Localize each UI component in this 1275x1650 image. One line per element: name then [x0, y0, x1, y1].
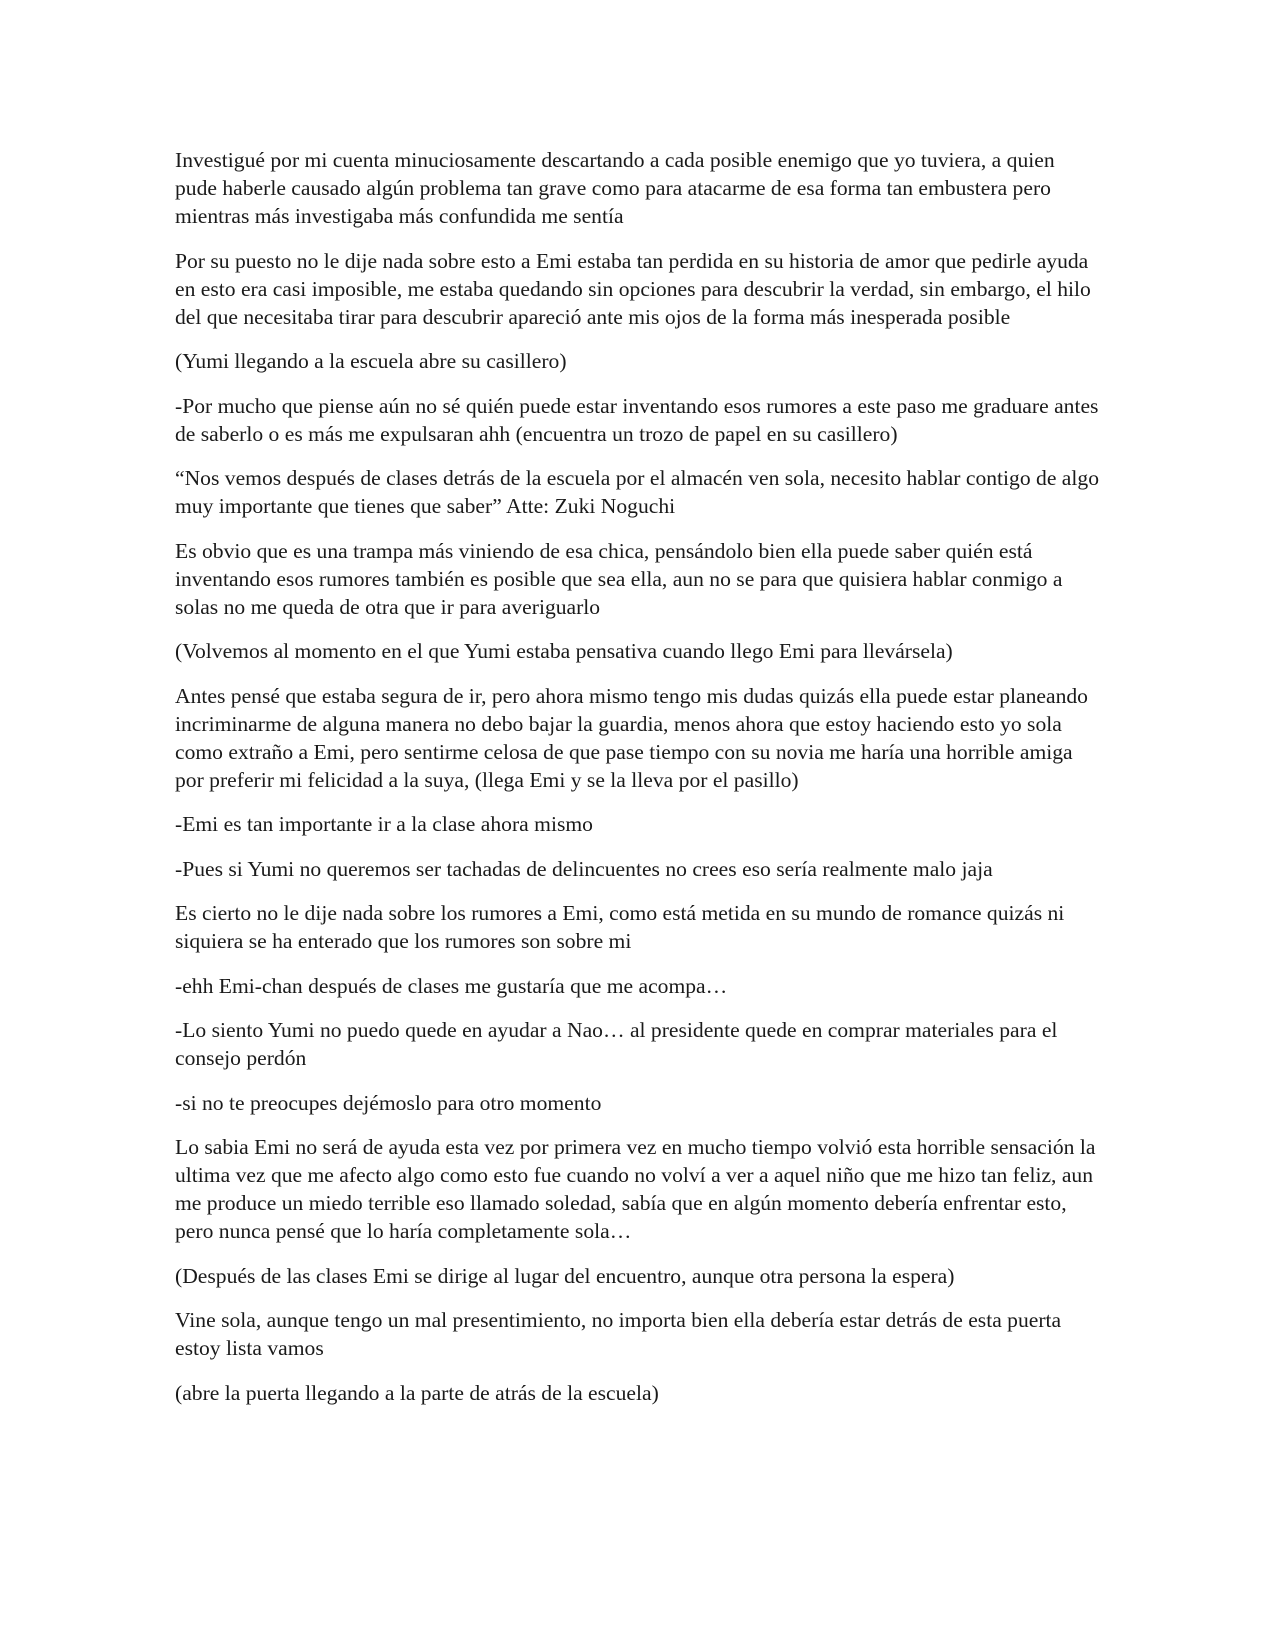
paragraph: -si no te preocupes dejémoslo para otro momento — [175, 1090, 602, 1115]
paragraph: (Después de las clases Emi se dirige al lugar del encuentro, aunque otra persona la espera) — [175, 1263, 955, 1288]
paragraph: Vine sola, aunque tengo un mal presentimiento, no importa bien ella debería estar detrás de esta puerta estoy lista vamos — [175, 1308, 1062, 1360]
paragraph: -ehh Emi-chan después de clases me gustaría que me acompa… — [175, 973, 728, 998]
paragraph: Por su puesto no le dije nada sobre esto a Emi estaba tan perdida en su historia de amor que pedirle ayuda en esto era casi imposible, me estaba quedando sin opciones para descubrir la verdad, sin embargo, el hilo del que necesitaba tirar para descubrir apareció ante mis ojos de la forma más inesperada posible — [175, 248, 1091, 329]
paragraph: “Nos vemos después de clases detrás de la escuela por el almacén ven sola, necesito hablar contigo de algo muy importante que tienes que saber” Atte: Zuki Noguchi — [175, 466, 1099, 518]
paragraph: -Pues si Yumi no queremos ser tachadas de delincuentes no crees eso sería realmente malo jaja — [175, 856, 993, 881]
paragraph: (Volvemos al momento en el que Yumi estaba pensativa cuando llego Emi para llevársela) — [175, 639, 953, 663]
paragraph: -Por mucho que piense aún no sé quién puede estar inventando esos rumores a este paso me graduare antes de saberlo o es más me expulsaran ahh (encuentra un trozo de papel en su casillero) — [175, 393, 1099, 446]
paragraph: Investigué por mi cuenta minuciosamente descartando a cada posible enemigo que yo tuviera, a quien pude haberle causado algún problema tan grave como para atacarme de esa forma tan embustera pero mientras más investigaba más confundida me sentía — [175, 148, 1055, 228]
document-body — [175, 146, 1100, 1423]
paragraph: Es cierto no le dije nada sobre los rumores a Emi, como está metida en su mundo de romance quizás ni siquiera se ha enterado que los rumores son sobre mi — [175, 901, 1065, 953]
paragraph: (Yumi llegando a la escuela abre su casillero) — [175, 349, 567, 373]
paragraph: Lo sabia Emi no será de ayuda esta vez por primera vez en mucho tiempo volvió esta horrible sensación la ultima vez que me afecto algo como esto fue cuando no volví a ver a aquel niño que me hizo tan feliz, aun me produce un miedo terrible eso llamado soledad, sabía que en algún momento debería enfrentar esto, pero nunca pensé que lo haría completamente sola… — [175, 1135, 1096, 1243]
paragraph: Antes pensé que estaba segura de ir, pero ahora mismo tengo mis dudas quizás ella puede estar planeando incriminarme de alguna manera no debo bajar la guardia, menos ahora que estoy haciendo esto yo sola como extraño a Emi, pero sentirme celosa de que pase tiempo con su novia me haría una horrible amiga por preferir mi felicidad a la suya, (llega Emi y se la lleva por el pasillo) — [175, 683, 1088, 792]
paragraph: (abre la puerta llegando a la parte de atrás de la escuela) — [175, 1380, 659, 1405]
paragraph: Es obvio que es una trampa más viniendo de esa chica, pensándolo bien ella puede saber quién está inventando esos rumores también es posible que sea ella, aun no se para que quisiera hablar conmigo a solas no me queda de otra que ir para averiguarlo — [175, 538, 1063, 619]
paragraph: -Emi es tan importante ir a la clase ahora mismo — [175, 812, 593, 836]
paragraph: -Lo siento Yumi no puedo quede en ayudar a Nao… al presidente quede en comprar materiales para el consejo perdón — [175, 1018, 1058, 1070]
